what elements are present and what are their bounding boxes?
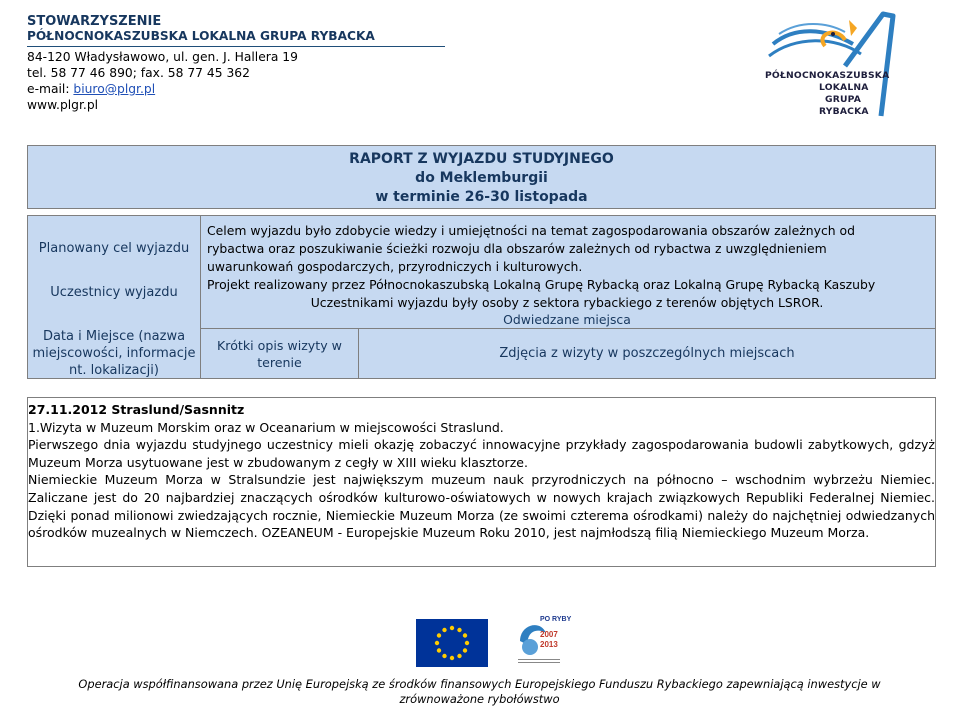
org-name-line1: STOWARZYSZENIE — [27, 14, 162, 29]
paragraph-1: Pierwszego dnia wyjazdu studyjnego uczestnicy mieli okazję zobaczyć innowacyjne przykłady zagospodarowania budowli zabytkowych, gdzyż Muzeum Morza usytuowane jest w zbudowanym z cegły w XIII wieku klasztorze. — [28, 437, 935, 470]
org-name-line2: PÓŁNOCNOKASZUBSKA LOKALNA GRUPA RYBACKA — [27, 29, 375, 43]
label-date-place-1: Data i Miejsce (nazwa — [42, 329, 186, 344]
footer-line1: Operacja współfinansowana przez Unię Europejską ze środków finansowych Europejskiego Funduszu Rybackiego zapewniającą inwestycje w — [78, 677, 881, 691]
visited-places-header: Odwiedzane miejsca — [503, 312, 631, 327]
row-labels-column — [28, 216, 201, 378]
report-dates: w terminie 26-30 listopada — [375, 189, 588, 205]
paragraph-2: Niemieckie Muzeum Morza w Stralsundzie jest największym muzeum nauk przyrodniczych na północno – wschodnim wybrzeżu Niemiec. Zaliczane jest do 20 najbardziej znaczących ośrodków kulturowo-oświatowych w nowych krajach związkowych Republiki Federalnej Niemiec. Dzięki ponad milionowi zwiedzających rocznie, Niemieckie Muzeum Morza (ze swoimi czterema ośrodkami) należy do najchętniej odwiedzanych ośrodków muzealnych w Niemczech. OZEANEUM - Europejskie Muzeum Roku 2010, jest najmłodszą filią Niemieckiego Muzeum Morza. — [28, 472, 935, 541]
logo-text-line3: GRUPA — [825, 94, 862, 105]
label-date-place-3: nt. lokalizacji) — [69, 363, 159, 378]
footer-line2: zrównoważone rybołówstwo — [399, 692, 560, 706]
po-ryby-logo — [516, 611, 572, 669]
email-prefix: e-mail: — [27, 82, 74, 96]
trip-info-table — [27, 215, 936, 379]
org-address: 84-120 Władysławowo, ul. gen. J. Hallera 19 — [27, 50, 298, 64]
goal-line1: Celem wyjazdu było zdobycie wiedzy i umiejętności na temat zagospodarowania obszarów zależnych od — [207, 223, 855, 238]
po-ryby-year-end: 2013 — [540, 640, 558, 649]
organization-header — [27, 14, 452, 113]
photos-header: Zdjęcia z wizyty w poszczególnych miejscach — [499, 346, 795, 361]
date-heading: 27.11.2012 Straslund/Sasnnitz — [28, 402, 245, 417]
email-link[interactable]: biuro@plgr.pl — [73, 82, 156, 96]
short-desc-line1: Krótki opis wizyty w — [217, 338, 342, 353]
short-description-header — [201, 329, 359, 379]
label-planned-goal: Planowany cel wyjazdu — [38, 241, 190, 256]
goal-line2: rybactwa oraz poszukiwanie ścieżki rozwoju dla obszarów zależnych od rybactwa z uwzględnieniem — [207, 241, 827, 256]
row-values-column — [201, 216, 935, 378]
short-desc-line2: terenie — [257, 355, 302, 370]
label-participants: Uczestnicy wyjazdu — [50, 285, 178, 300]
eu-stars-icon — [416, 619, 488, 667]
plgr-logo — [765, 6, 915, 124]
goal-line3: uwarunkowań gospodarczych, przyrodniczych i kulturowych. — [207, 259, 583, 274]
report-title: RAPORT Z WYJAZDU STUDYJNEGO — [349, 151, 614, 167]
logo-text-line1: PÓŁNOCNOKASZUBSKA — [765, 70, 890, 81]
report-destination: do Meklemburgii — [415, 170, 548, 186]
label-date-place-2: miejscowości, informacje — [32, 346, 196, 361]
fish-logo-icon — [516, 611, 572, 669]
report-body — [27, 397, 936, 567]
report-title-box — [27, 145, 936, 209]
org-phone: tel. 58 77 46 890; fax. 58 77 45 362 — [27, 66, 250, 80]
logo-text-line4: RYBACKA — [819, 106, 869, 117]
po-ryby-text: PO RYBY — [540, 616, 572, 623]
header-divider — [27, 46, 445, 47]
org-website[interactable]: www.plgr.pl — [27, 98, 99, 112]
visit-item-1: 1.Wizyta w Muzeum Morskim oraz w Oceanarium w miejscowości Straslund. — [28, 419, 504, 435]
funding-footer — [20, 677, 939, 707]
eu-flag-logo — [416, 619, 488, 667]
participants-text: Uczestnikami wyjazdu były osoby z sektora rybackiego z terenów objętych LSROR. — [310, 295, 824, 310]
goal-line4: Projekt realizowany przez Północnokaszubską Lokalną Grupę Rybacką oraz Lokalną Grupę Rybacką Kaszuby — [207, 277, 876, 292]
visit-subtable — [201, 328, 935, 379]
po-ryby-year-start: 2007 — [540, 630, 558, 639]
org-email-line — [27, 81, 452, 97]
logo-text-line2: LOKALNA — [819, 82, 869, 93]
